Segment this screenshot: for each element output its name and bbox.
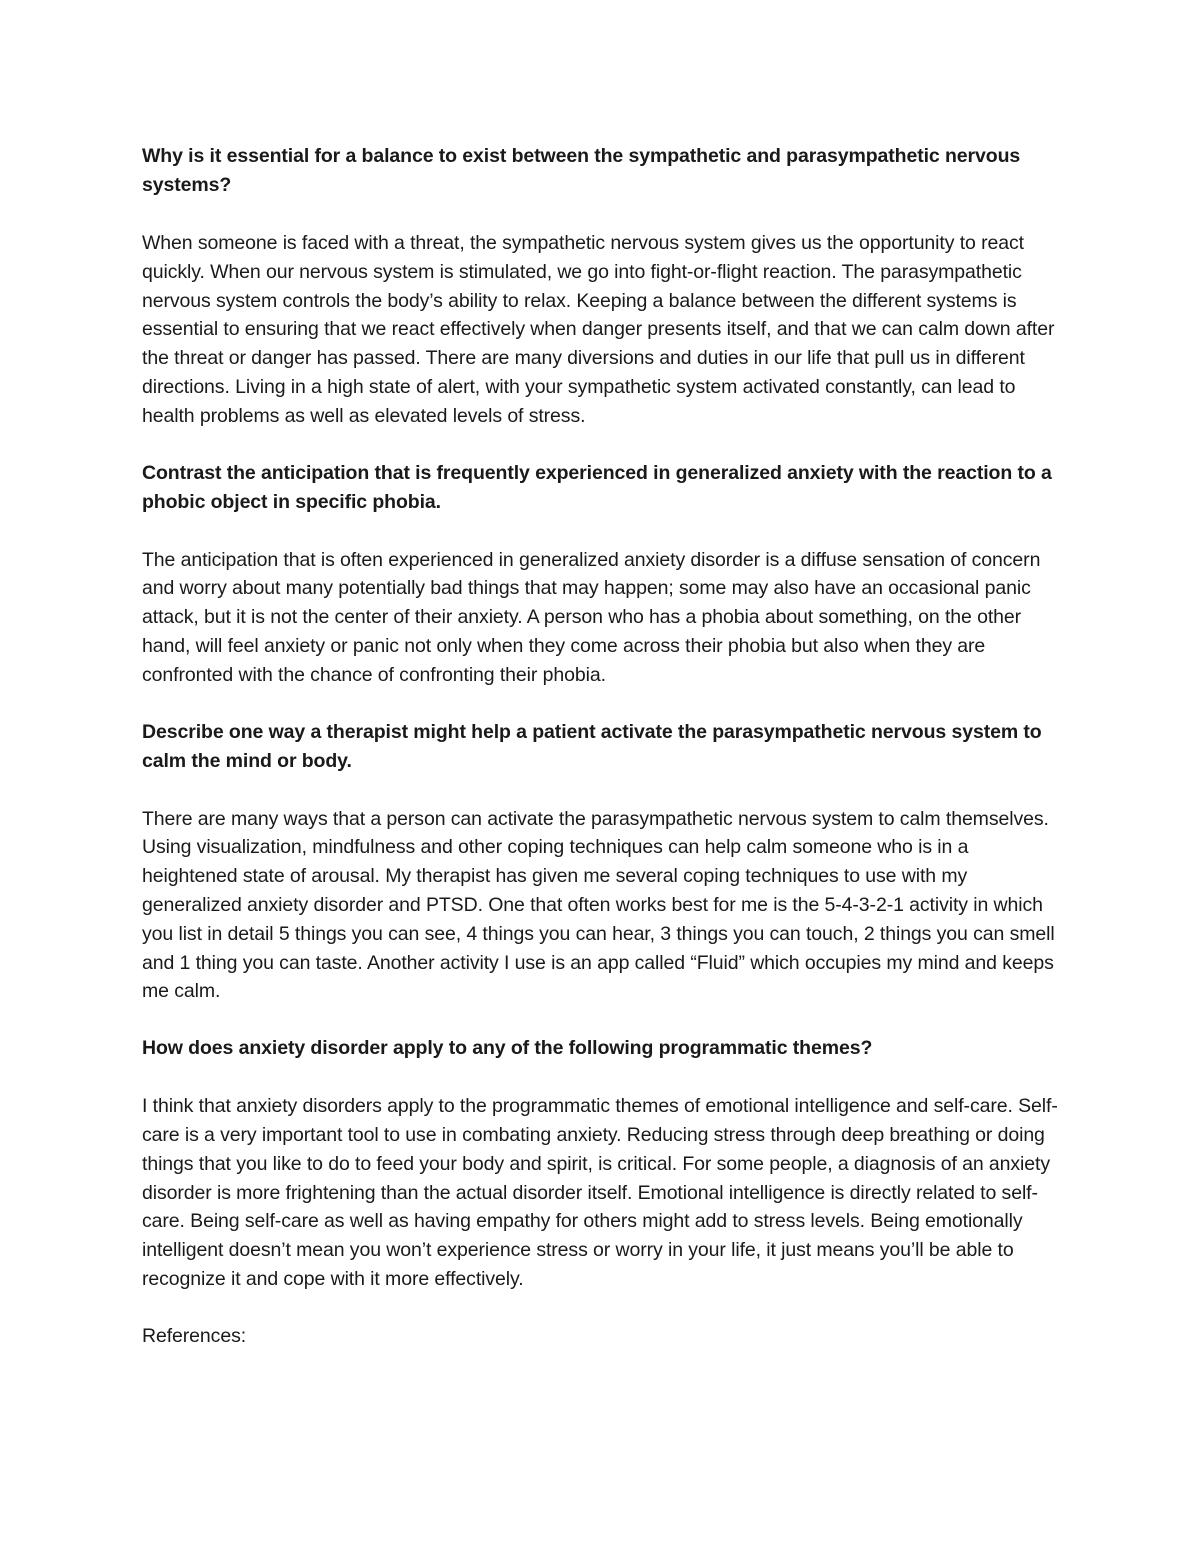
section-body-1: When someone is faced with a threat, the sympathetic nervous system gives us the opportunity to react quickly. When our nervous system is stimulated, we go into fight-or-flight reaction. The parasympathetic nervous system controls the body’s ability to relax. Keeping a balance between the different systems is essential to ensuring that we react effectively when danger presents itself, and that we can calm down after the threat or danger has passed. There are many diversions and duties in our life that pull us in different directions. Living in a high state of alert, with your sympathetic system activated constantly, can lead to health problems as well as elevated levels of stress.	[142, 232, 1055, 427]
section-heading-2: Contrast the anticipation that is frequently experienced in generalized anxiety with the reaction to a phobic object in specific phobia.	[142, 461, 1052, 513]
section-heading-1: Why is it essential for a balance to exist between the sympathetic and parasympathetic nervous systems?	[142, 145, 1021, 196]
section-body-2: The anticipation that is often experienced in generalized anxiety disorder is a diffuse sensation of concern and worry about many potentially bad things that may happen; some may also have an occasional panic attack, but it is not the center of their anxiety. A person who has a phobia about something, on the other hand, will feel anxiety or panic not only when they come across their phobia but also when they are confronted with the chance of confronting their phobia.	[142, 548, 1041, 686]
references-label: References:	[142, 1324, 247, 1347]
document-page	[142, 142, 1062, 1351]
section-heading-4: How does anxiety disorder apply to any of the following programmatic themes?	[142, 1037, 873, 1060]
section-body-4: I think that anxiety disorders apply to the programmatic themes of emotional intelligence and self-care. Self-care is a very important tool to use in combating anxiety. Reducing stress through deep breathing or doing things that you like to do to feed your body and spirit, is critical. For some people, a diagnosis of an anxiety disorder is more frightening than the actual disorder itself. Emotional intelligence is directly related to self-care. Being self-care as well as having empathy for others might add to stress levels. Being emotionally intelligent doesn’t mean you won’t experience stress or worry in your life, it just means you’ll be able to recognize it and cope with it more effectively.	[142, 1095, 1058, 1290]
section-body-3: There are many ways that a person can activate the parasympathetic nervous system to calm themselves. Using visualization, mindfulness and other coping techniques can help calm someone who is in a heightened state of arousal. My therapist has given me several coping techniques to use with my generalized anxiety disorder and PTSD. One that often works best for me is the 5-4-3-2-1 activity in which you list in detail 5 things you can see, 4 things you can hear, 3 things you can touch, 2 things you can smell and 1 thing you can taste. Another activity I use is an app called “Fluid” which occupies my mind and keeps me calm.	[142, 807, 1055, 1003]
section-heading-3: Describe one way a therapist might help a patient activate the parasympathetic nervous system to calm the mind or body.	[142, 720, 1042, 772]
